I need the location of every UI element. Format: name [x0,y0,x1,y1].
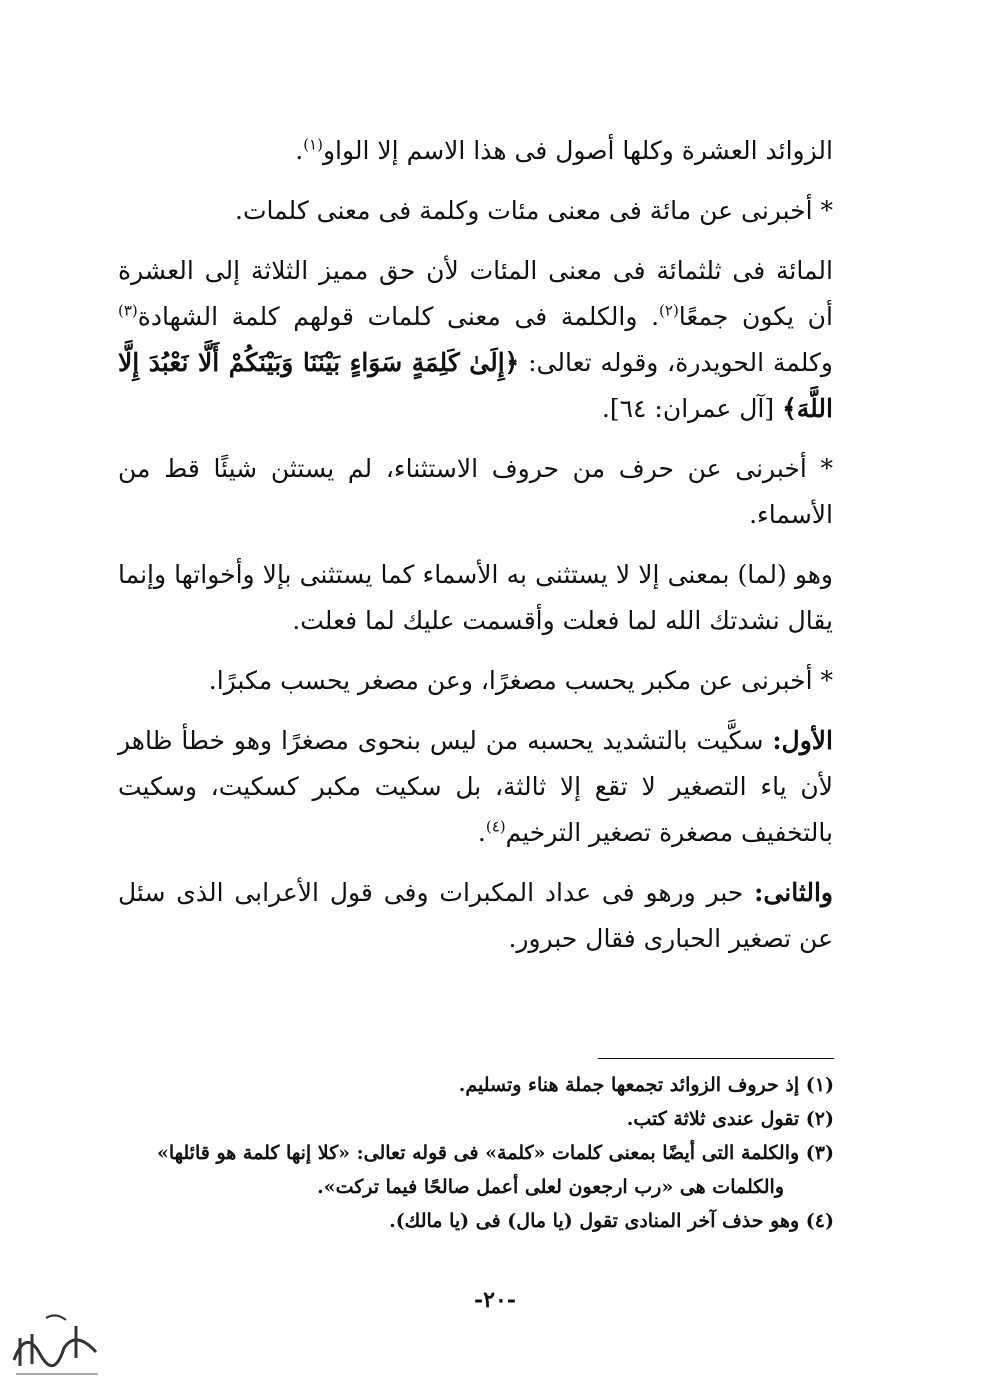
footnote-ref-1[interactable]: (١) [303,135,323,154]
paragraph-7: الأول: سكَّيت بالتشديد يحسبه من ليس بنحوى مصغرًا وهو خطأ ظاهر لأن ياء التصغير لا تقع إلا ثالثة، بل سكيت مكبر كسكيت، وسكيت بالتخفيف مصغرة تصغير الترخيم$^{(٤)}$. [118,726,833,847]
page-number: -٢٠- [474,1287,516,1313]
quran-verse: ﴿إِلَىٰ كَلِمَةٍ سَوَاءٍ بَيْنَنَا وَبَيْنَكُمْ أَلَّا نَعْبُدَ إِلَّا اللَّهَ﴾ [118,348,833,423]
paragraph-1: الزوائد العشرة وكلها أصول فى هذا الاسم إلا الواو$^{(١)}$. [295,135,833,165]
footnote-ref-2[interactable]: (٢) [659,301,679,320]
paragraph-2: * أخبرنى عن مائة فى معنى مئات وكلمة فى معنى كلمات. [235,196,833,225]
answer-lead-second: والثانى: [754,878,833,907]
paragraph-3: المائة فى ثلثمائة فى معنى المئات لأن حق مميز الثلاثة إلى العشرة أن يكون جمعًا$^{(٢)}$. والكلمة فى معنى كلمات قولهم كلمة الشهادة$^{(٣)}$ وكلمة الحويدرة، وقوله تعالى: ﴿إِلَىٰ كَلِمَةٍ سَوَاءٍ بَيْنَنَا وَبَيْنَكُمْ أَلَّا نَعْبُدَ إِلَّا اللَّهَ﴾ [آل عمران: ٦٤]. [118,256,834,423]
stamp-logo [6,1308,106,1382]
answer-lead-first: الأول: [772,726,833,755]
footnotes [118,1068,834,1238]
verse-reference: [آل عمران: ٦٤]. [601,394,783,423]
footnote-1: (١) إذ حروف الزوائد تجمعها جملة هناء وتسليم. [458,1074,834,1096]
paragraph-6: * أخبرنى عن مكبر يحسب مصغرًا، وعن مصغر يحسب مكبرًا. [208,666,833,695]
paragraph-8: والثانى: حبر ورهو فى عداد المكبرات وفى قول الأعرابى الذى سئل عن تصغير الحبارى فقال حبرور. [118,878,833,953]
main-text [118,128,833,976]
paragraph-5: وهو (لما) بمعنى إلا لا يستثنى به الأسماء كما يستثنى بإلا وأخواتها وإنما يقال نشدتك الله لما فعلت وأقسمت عليك لما فعلت. [118,560,833,635]
footnote-ref-4[interactable]: (٤) [485,817,506,836]
footnote-4: (٤) وهو حذف آخر المنادى تقول (يا مال) فى (يا مالك). [389,1210,834,1232]
footnote-separator [598,1058,834,1059]
footnote-3: (٣) والكلمة التى أيضًا بمعنى كلمات «كلمة» فى قوله تعالى: «كلا إنها كلمة هو قائلها» والكلمات هى «رب ارجعون لعلى أعمل صالحًا فيما تركت». [156,1142,834,1198]
footnote-ref-3[interactable]: (٣) [118,301,138,320]
footnote-2: (٢) تقول عندى ثلاثة كتب. [626,1108,834,1130]
paragraph-4: * أخبرنى عن حرف من حروف الاستثناء، لم يستثن شيئًا قط من الأسماء. [118,454,833,529]
